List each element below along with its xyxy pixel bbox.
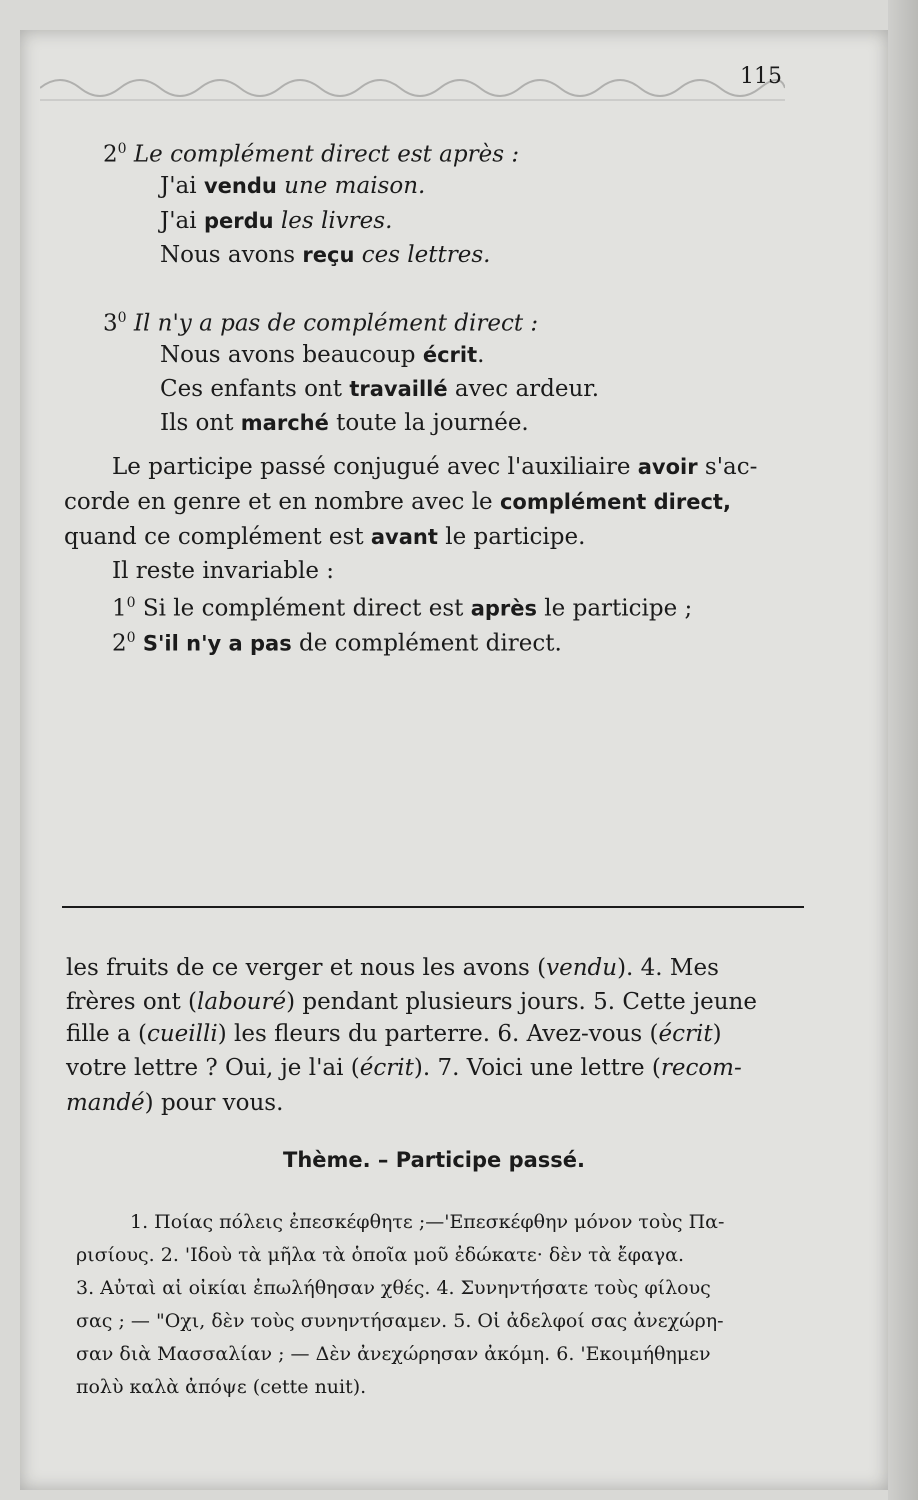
case3-example-3: Ils ont marché toute la journée. <box>160 410 529 436</box>
theme-line-6: πολὺ καλὰ ἀπόψε (cette nuit). <box>76 1376 367 1398</box>
rule-line-2: corde en genre et en nombre avec le complément direct, <box>64 489 731 515</box>
header-ornament <box>40 70 785 106</box>
theme-line-4: σας ; — "Οχι, δὲν τοὺς συνηντήσαμεν. 5. Οἱ ἀδελφοί σας ἀνεχώρη- <box>76 1310 724 1332</box>
case2-example-1: J'ai vendu une maison. <box>160 173 426 199</box>
case3-example-1: Nous avons beaucoup écrit. <box>160 342 485 368</box>
case3-example-2: Ces enfants ont travaillé avec ardeur. <box>160 376 600 402</box>
exercise-line-3: fille a (cueilli) les fleurs du parterre. 6. Avez-vous (écrit) <box>66 1021 722 1047</box>
section-divider <box>62 906 804 908</box>
theme-line-3: 3. Αὐταὶ αἱ οἰκίαι ἐπωλήθησαν χθές. 4. Συνηντήσατε τοὺς φίλους <box>76 1277 711 1299</box>
rule-line-6: $2^0$ S'il n'y a pas de complément direct. <box>112 630 562 657</box>
case2-example-3: Nous avons reçu ces lettres. <box>160 242 491 268</box>
theme-line-2: ρισίους. 2. 'Ιδοὺ τὰ μῆλα τὰ ὁποῖα μοῦ ἐδώκατε· δὲν τὰ ἔφαγα. <box>76 1244 685 1266</box>
rule-line-1: Le participe passé conjugué avec l'auxiliaire avoir s'ac- <box>112 454 758 480</box>
exercise-line-4: votre lettre ? Oui, je l'ai (écrit). 7. Voici une lettre (recom- <box>66 1055 742 1081</box>
exercise-line-5: mandé) pour vous. <box>66 1090 284 1116</box>
rule-line-4: Il reste invariable : <box>112 558 335 584</box>
theme-line-5: σαν διὰ Μασσαλίαν ; — Δὲν ἀνεχώρησαν ἀκόμη. 6. 'Εκοιμήθημεν <box>76 1343 711 1365</box>
page-number: 115 <box>740 64 782 89</box>
theme-heading: Thème. – Participe passé. <box>283 1148 585 1172</box>
theme-line-1: 1. Ποίας πόλεις ἐπεσκέφθητε ;—'Επεσκέφθην μόνον τοὺς Πα- <box>130 1211 725 1233</box>
exercise-line-2: frères ont (labouré) pendant plusieurs jours. 5. Cette jeune <box>66 989 757 1015</box>
exercise-line-1: les fruits de ce verger et nous les avons (vendu). 4. Mes <box>66 955 719 981</box>
case2-title: $2^0$ Le complément direct est après : <box>103 141 520 168</box>
rule-line-5: $1^0$ Si le complément direct est après le participe ; <box>112 595 693 622</box>
page-gutter <box>888 0 918 1500</box>
case2-example-2: J'ai perdu les livres. <box>160 208 393 234</box>
case3-title: $3^0$ Il n'y a pas de complément direct : <box>103 310 539 337</box>
rule-line-3: quand ce complément est avant le participe. <box>64 524 586 550</box>
